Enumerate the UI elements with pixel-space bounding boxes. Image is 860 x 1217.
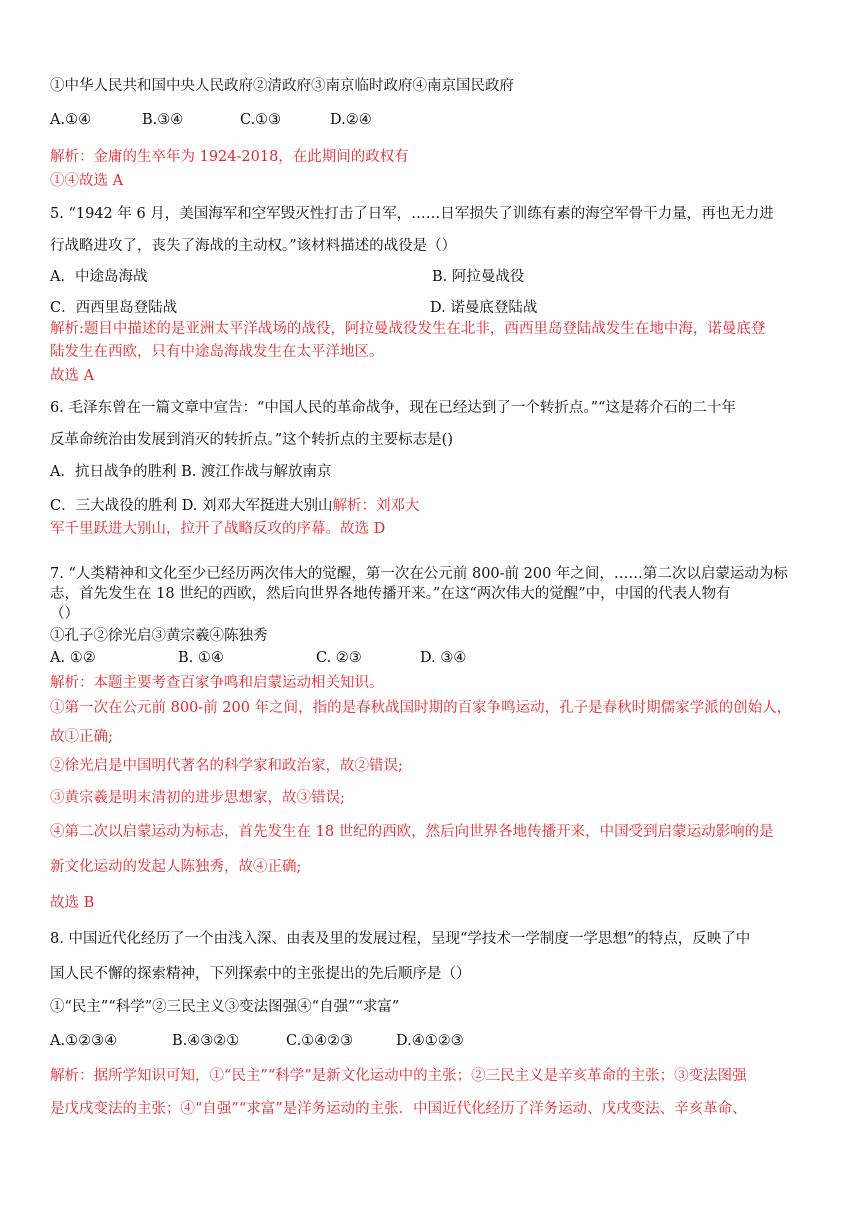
q7-analysis-3: 故①正确; [50, 729, 113, 745]
q5-option-b: B. 阿拉曼战役 [432, 269, 525, 285]
q6-stem-2: 反革命统治由发展到消灭的转折点。”这个转折点的主要标志是() [50, 432, 453, 448]
q7-analysis-7: 新文化运动的发起人陈独秀，故④正确; [50, 859, 302, 875]
q7-stem-3: （） [50, 606, 79, 622]
q8-option-a: A.①②③④ [50, 1033, 118, 1049]
q5-option-d: D. 诺曼底登陆战 [430, 300, 538, 316]
q7-stem-1: 7. “人类精神和文化至少已经历两次伟大的觉醒，第一次在公元前 800-前 200 年之间，……第二次以启蒙运动为标 [50, 566, 788, 582]
q5-analysis-3: 故选 A [50, 368, 95, 384]
q4-analysis-2: ①④故选 A [50, 173, 124, 189]
q7-analysis-8: 故选 B [50, 895, 95, 911]
q7-option-c: C. ②③ [316, 650, 362, 666]
q8-option-d: D.④①②③ [396, 1033, 464, 1049]
q4-option-a: A.①④ [50, 112, 92, 128]
q7-option-b: B. ①④ [178, 650, 224, 666]
q6-stem-1: 6. 毛泽东曾在一篇文章中宣告：“中国人民的革命战争，现在已经达到了一个转折点。”“这是蒋介石的二十年 [50, 400, 736, 416]
q4-option-b: B.③④ [142, 112, 184, 128]
q8-analysis-1: 解析：据所学知识可知，①“民主”“科学”是新文化运动中的主张；②三民主义是辛亥革命的主张；③变法图强 [50, 1068, 747, 1084]
q8-stem-2: 国人民不懈的探索精神，下列探索中的主张提出的先后顺序是（） [50, 966, 471, 982]
q7-items: ①孔子②徐光启③黄宗羲④陈独秀 [50, 628, 268, 644]
q6-options-cd: C．三大战役的胜利 D. 刘邓大军挺进大别山 [50, 498, 333, 514]
q7-option-a: A. ①② [50, 650, 96, 666]
q7-analysis-6: ④第二次以启蒙运动为标志，首先发生在 18 世纪的西欧，然后向世界各地传播开来，中国受到启蒙运动影响的是 [50, 824, 774, 840]
q7-analysis-2: ①第一次在公元前 800-前 200 年之间，指的是春秋战国时期的百家争鸣运动，孔子是春秋时期儒家学派的创始人， [50, 700, 792, 716]
q7-analysis-1: 解析：本题主要考查百家争鸣和启蒙运动相关知识。 [50, 675, 384, 691]
q8-stem-1: 8. 中国近代化经历了一个由浅入深、由表及里的发展过程，呈现“学技术一学制度一学思想”的特点，反映了中 [50, 931, 751, 947]
q8-option-c: C.①④②③ [286, 1033, 354, 1049]
q5-option-c: C．西西里岛登陆战 [50, 300, 178, 316]
q6-analysis-inline: 解析：刘邓大 [332, 498, 420, 514]
q7-analysis-5: ③黄宗羲是明末清初的进步思想家，故③错误; [50, 790, 345, 806]
q8-option-b: B.④③②① [172, 1033, 240, 1049]
q6-analysis-rest: 军千里跃进大别山，拉开了战略反攻的序幕。故选 D [50, 521, 386, 537]
q6-options-line-2 [50, 496, 420, 516]
q5-analysis-1: 解析:题目中描述的是亚洲太平洋战场的战役，阿拉曼战役发生在北非，西西里岛登陆战发生在地中海，诺曼底登 [50, 321, 766, 337]
q7-option-d: D. ③④ [420, 650, 467, 666]
q7-stem-2: 志，首先发生在 18 世纪的西欧，然后向世界各地传播开来。”在这“两次伟大的觉醒”中，中国的代表人物有 [50, 586, 731, 602]
q8-items: ①“民主”“科学”②三民主义③变法图强④“自强”“求富” [50, 999, 400, 1015]
q4-option-c: C.①③ [240, 112, 282, 128]
q5-analysis-2: 陆发生在西欧，只有中途岛海战发生在太平洋地区。 [50, 344, 384, 360]
q5-stem-1: 5. “1942 年 6 月，美国海军和空军毁灭性打击了日军，……日军损失了训练有素的海空军骨干力量，再也无力进 [50, 206, 774, 222]
q4-analysis-1: 解析：金庸的生卒年为 1924-2018，在此期间的政权有 [50, 149, 409, 165]
q6-options-line-1: A．抗日战争的胜利 B. 渡江作战与解放南京 [50, 464, 332, 480]
q4-option-d: D.②④ [330, 112, 372, 128]
q7-analysis-4: ②徐光启是中国明代著名的科学家和政治家，故②错误; [50, 758, 403, 774]
q4-items: ①中华人民共和国中央人民政府②清政府③南京临时政府④南京国民政府 [50, 78, 514, 94]
q8-analysis-2: 是戊戌变法的主张；④“自强”“求富”是洋务运动的主张．中国近代化经历了洋务运动、戊戌变法、辛亥革命、 [50, 1101, 747, 1117]
q5-option-a: A．中途岛海战 [50, 269, 148, 285]
q5-stem-2: 行战略进攻了，丧失了海战的主动权。”该材料描述的战役是（） [50, 238, 457, 254]
